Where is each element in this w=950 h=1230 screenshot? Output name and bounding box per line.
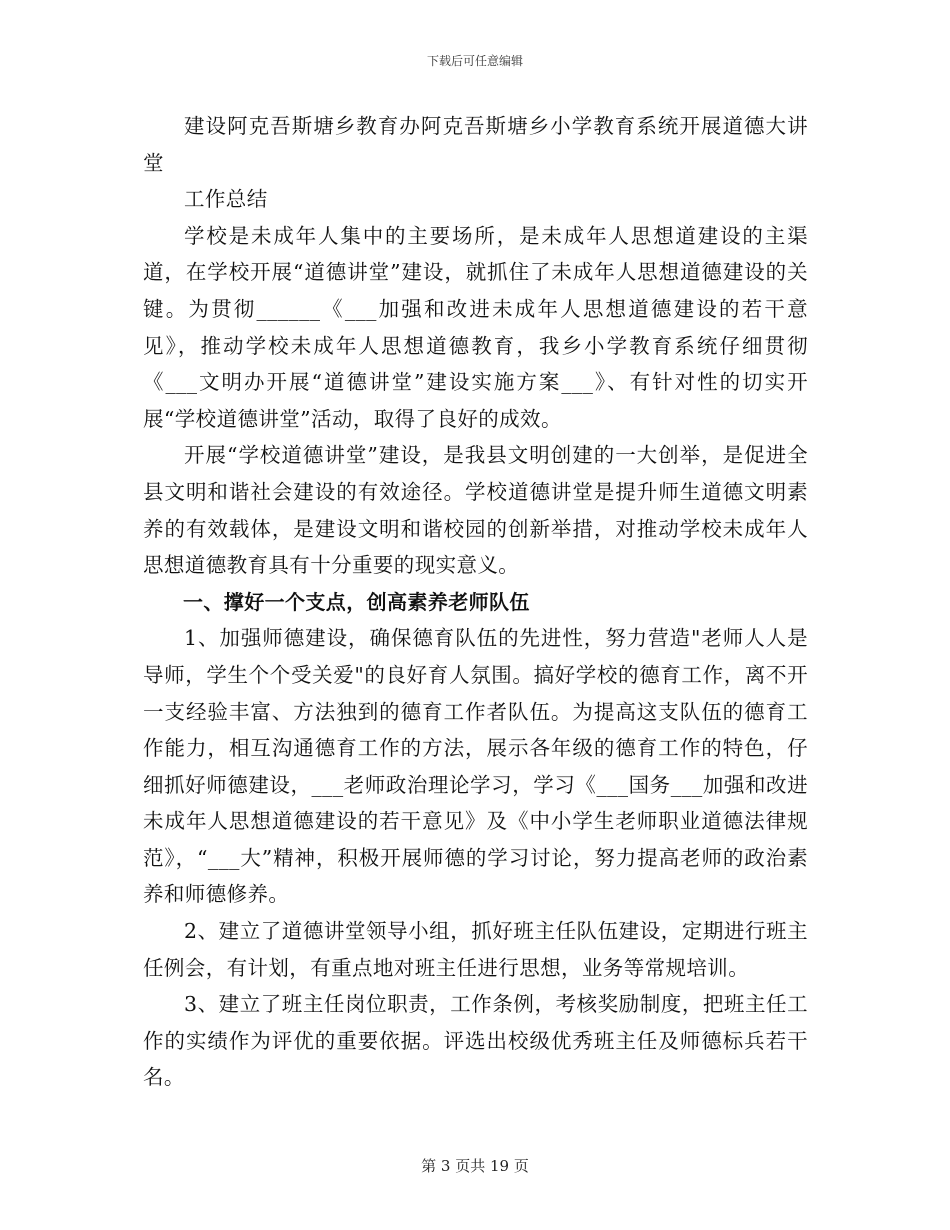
paragraph: 开展“学校道德讲堂”建设，是我县文明创建的一大创举，是促进全县文明和谐社会建设的有效途径。学校道德讲堂是提升师生道德文明素养的有效载体，是建设文明和谐校园的创新举措，对推动学校未成年人思想道德教育具有十分重要的现实意义。 [143,443,808,578]
document-body [143,108,808,1096]
list-item: 2、建立了道德讲堂领导小组，抓好班主任队伍建设，定期进行班主任例会，有计划，有重点地对班主任进行思想，业务等常规培训。 [143,919,808,980]
page-number: 第 3 页共 19 页 [421,1157,529,1175]
list-item: 3、建立了班主任岗位职责，工作条例，考核奖励制度，把班主任工作的实绩作为评优的重要依据。评选出校级优秀班主任及师德标兵若干名。 [143,992,808,1090]
document-subtitle: 工作总结 [184,187,268,212]
list-item: 1、加强师德建设，确保德育队伍的先进性，努力营造"老师人人是导师，学生个个受关爱"的良好育人氛围。搞好学校的德育工作，离不开一支经验丰富、方法独到的德育工作者队伍。为提高这支队伍的德育工作能力，相互沟通德育工作的方法，展示各年级的德育工作的特色，仔细抓好师德建设，___老师政治理论学习，学习《___国务___加强和改进未成年人思想道德建设的若干意见》及《中小学生老师职业道德法律规范》，“___大”精神，积极开展师德的学习讨论，努力提高老师的政治素养和师德修养。 [143,626,808,907]
page-header: 下载后可任意编辑 [426,54,523,68]
paragraph: 学校是未成年人集中的主要场所，是未成年人思想道建设的主渠道，在学校开展“道德讲堂”建设，就抓住了未成年人思想道德建设的关键。为贯彻______《___加强和改进未成年人思想道德建设的若干意见》，推动学校未成年人思想道德教育，我乡小学教育系统仔细贯彻《___文明办开展“道德讲堂”建设实施方案___》、有针对性的切实开展“学校道德讲堂”活动，取得了良好的成效。 [143,223,808,431]
section-heading: 一、撑好一个支点，创高素养老师队伍 [183,589,530,614]
document-title: 建设阿克吾斯塘乡教育办阿克吾斯塘乡小学教育系统开展道德大讲堂 [143,114,808,175]
